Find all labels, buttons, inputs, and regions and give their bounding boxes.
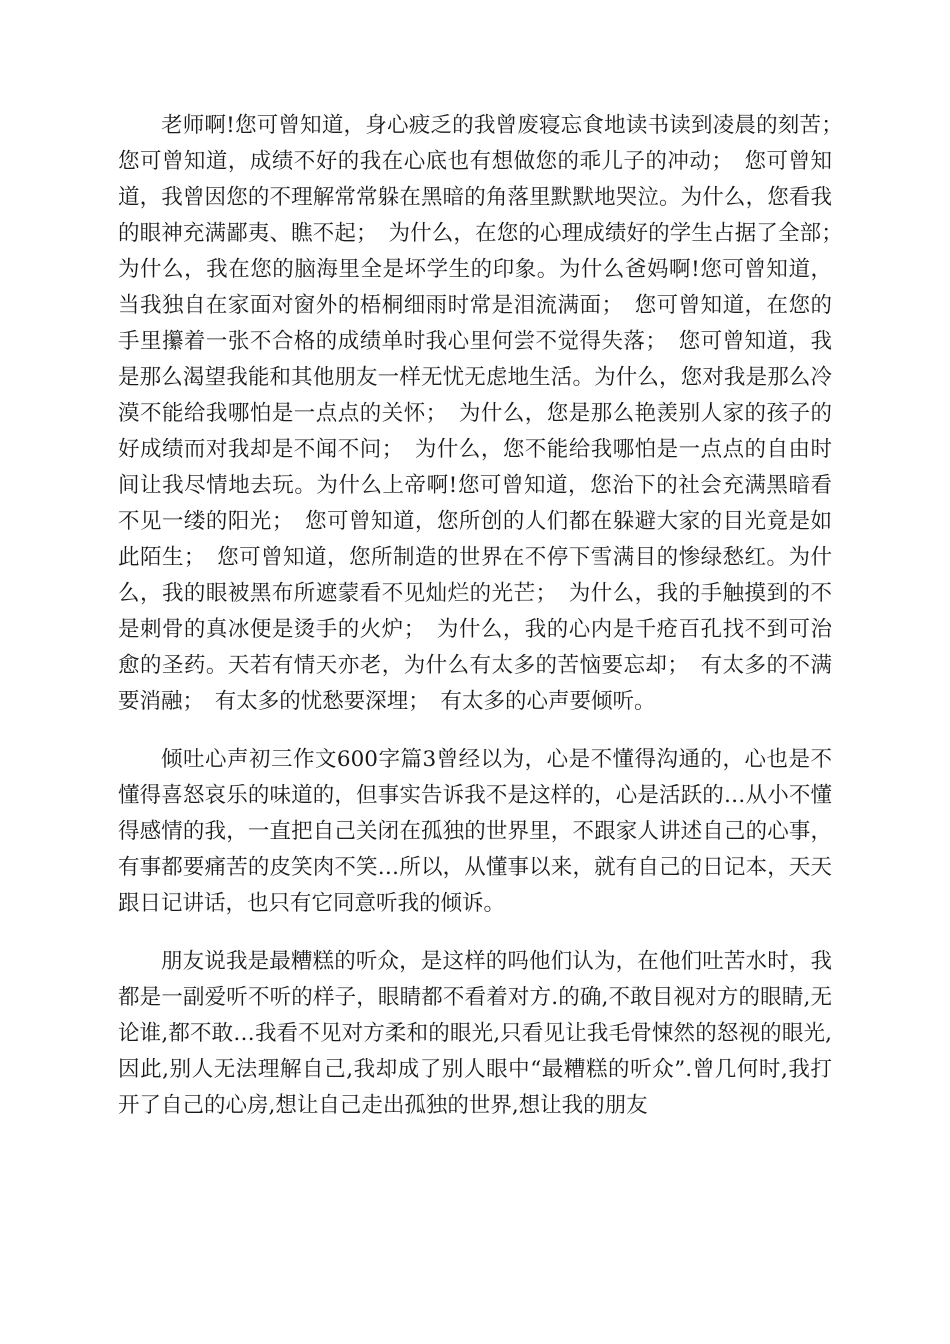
paragraph-3: 朋友说我是最糟糕的听众，是这样的吗他们认为，在他们吐苦水时，我都是一副爱听不听的样子，眼睛都不看着对方.的确,不敢目视对方的眼睛,无论谁,都不敢…我看不见对方柔和的眼光,只看见让我毛骨悚然的怒视的眼光,因此,别人无法理解自己,我却成了别人眼中“最糟糕的听众”.曾几何时,我打开了自己的心房,想让自己走出孤独的世界,想让我的朋友 [118, 949, 832, 1118]
paragraph-1: 老师啊!您可曾知道，身心疲乏的我曾废寝忘食地读书读到凌晨的刻苦； 您可曾知道，成绩不好的我在心底也有想做您的乖儿子的冲动； 您可曾知道，我曾因您的不理解常常躲在黑暗的角落里默默地哭泣。为什么，您看我的眼神充满鄙夷、瞧不起； 为什么，在您的心理成绩好的学生占据了全部； 为什么，我在您的脑海里全是坏学生的印象。为什么爸妈啊!您可曾知道，当我独自在家面对窗外的梧桐细雨时常是泪流满面； 您可曾知道，在您的手里攥着一张不合格的成绩单时我心里何尝不觉得失落； 您可曾知道，我是那么渴望我能和其他朋友一样无忧无虑地生活。为什么，您对我是那么冷漠不能给我哪怕是一点点的关怀； 为什么，您是那么艳羡别人家的孩子的好成绩而对我却是不闻不问； 为什么，您不能给我哪怕是一点点的自由时间让我尽情地去玩。为什么上帝啊!您可曾知道，您治下的社会充满黑暗看不见一缕的阳光； 您可曾知道，您所创的人们都在躲避大家的目光竟是如此陌生； 您可曾知道，您所制造的世界在不停下雪满目的惨绿愁红。为什么，我的眼被黑布所遮蒙看不见灿烂的光芒； 为什么，我的手触摸到的不是刺骨的真冰便是烫手的火炉； 为什么，我的心内是千疮百孔找不到可治愈的圣药。天若有情天亦老，为什么有太多的苦恼要忘却； 有太多的不满要消融； 有太多的忧愁要深埋； 有太多的心声要倾听。 [118, 113, 854, 714]
paragraph-2: 倾吐心声初三作文600字篇3曾经以为，心是不懂得沟通的，心也是不懂得喜怒哀乐的味道的，但事实告诉我不是这样的，心是活跃的…从小不懂得感情的我，一直把自己关闭在孤独的世界里，不跟家人讲述自己的心事，有事都要痛苦的皮笑肉不笑…所以，从懂事以来，就有自己的日记本，天天跟日记讲话，也只有它同意听我的倾诉。 [118, 747, 832, 916]
